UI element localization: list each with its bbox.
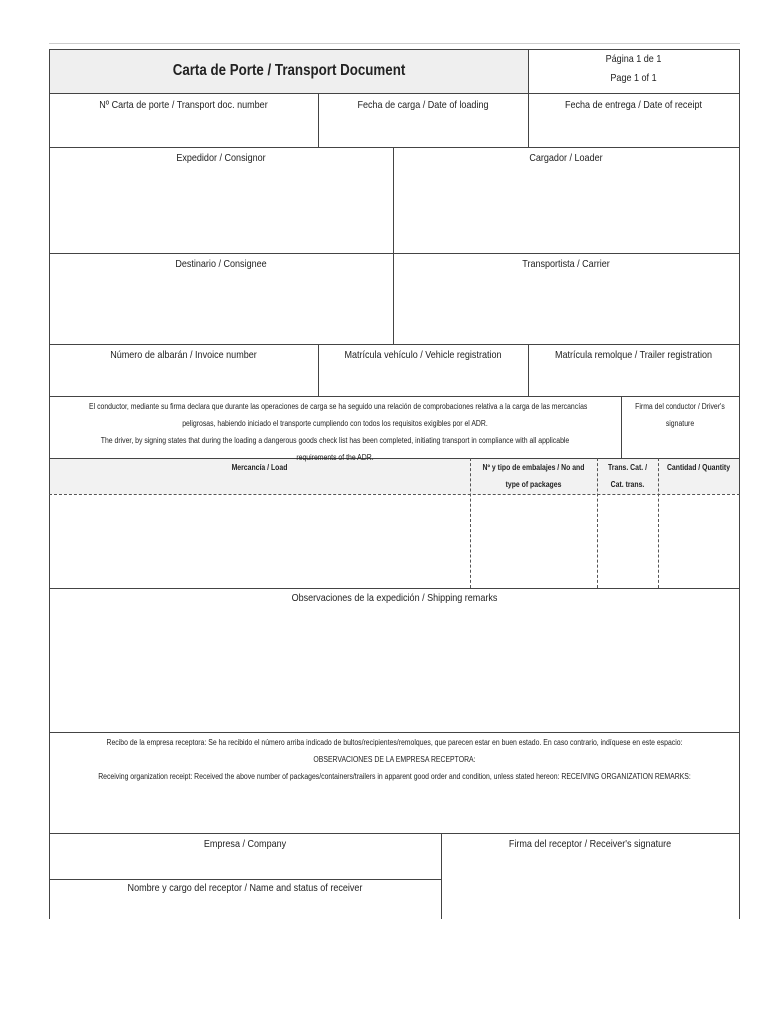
page-number-en: Page 1 of 1 — [610, 72, 657, 84]
div-row1-a — [318, 93, 319, 147]
doc-number-label: Nº Carta de porte / Transport doc. number — [99, 99, 268, 111]
line-after-row1 — [49, 147, 740, 148]
quantity-column-header: Cantidad / Quantity — [666, 463, 731, 472]
div-row23 — [393, 147, 394, 344]
page-number-es: Página 1 de 1 — [605, 53, 662, 65]
date-receipt-label: Fecha de entrega / Date of receipt — [564, 99, 703, 111]
div-goods-b — [597, 458, 598, 588]
line-after-goods-header — [49, 494, 740, 495]
driver-signature-label-2: signature — [665, 419, 695, 428]
div-bottom — [441, 833, 442, 919]
consignor-label: Expedidor / Consignor — [176, 152, 266, 164]
div-goods-c — [658, 458, 659, 588]
packages-column-header-2: type of packages — [505, 480, 562, 489]
div-goods-a — [470, 458, 471, 588]
declaration-en-line1: The driver, by signing states that during the loading a dangerous goods check list has been completed, initiating transport in compliance with all applicable — [100, 436, 570, 445]
driver-signature-label-1: Firma del conductor / Driver's — [635, 402, 725, 411]
receiver-name-label: Nombre y cargo del receptor / Name and status of receiver — [127, 882, 363, 894]
trailer-label: Matrícula remolque / Trailer registration — [554, 349, 713, 361]
line-after-row4 — [49, 396, 740, 397]
shipping-remarks-label: Observaciones de la expedición / Shipping remarks — [291, 592, 498, 604]
line-after-row3 — [49, 344, 740, 345]
line-after-receipt — [49, 833, 740, 834]
declaration-es-line1: El conductor, mediante su firma declara que durante las operaciones de carga se ha seguido una relación de comprobaciones relativa a la carga de las mercancías — [89, 402, 588, 411]
packages-column-header-1: Nº y tipo de embalajes / No and — [482, 463, 585, 472]
loader-label: Cargador / Loader — [529, 152, 603, 164]
trans-cat-column-header-1: Trans. Cat. / — [607, 463, 647, 472]
line-company — [49, 879, 441, 880]
line-after-goods — [49, 588, 740, 589]
date-loading-label: Fecha de carga / Date of loading — [357, 99, 489, 111]
div-row4-b — [528, 344, 529, 396]
declaration-es-line2: peligrosas, habiendo iniciado el transporte cumpliendo con todos los requisitos exigibles por el ADR. — [182, 419, 488, 428]
frame-top — [49, 49, 740, 50]
receipt-es-text: Recibo de la empresa receptora: Se ha recibido el número arriba indicado de bultos/recipientes/remolques, que parecen estar en buen estado. En caso contrario, indíquese en este espacio: — [106, 738, 683, 747]
line-after-row2 — [49, 253, 740, 254]
trans-cat-column-header-2: Cat. trans. — [610, 480, 645, 489]
vehicle-label: Matrícula vehículo / Vehicle registration — [344, 349, 502, 361]
consignee-label: Destinario / Consignee — [175, 258, 267, 270]
receipt-en-text: Receiving organization receipt: Received the above number of packages/containers/trailers in apparent good order and condition, unless stated hereon: RECEIVING ORGANIZATION REMARKS: — [98, 772, 691, 781]
carrier-label: Transportista / Carrier — [522, 258, 610, 270]
receipt-es-remarks: OBSERVACIONES DE LA EMPRESA RECEPTORA: — [313, 755, 476, 764]
line-after-title — [49, 93, 740, 94]
document-title: Carta de Porte / Transport Document — [172, 62, 406, 79]
line-after-remarks — [49, 732, 740, 733]
receiver-signature-label: Firma del receptor / Receiver's signature — [508, 838, 672, 850]
frame-right — [739, 49, 740, 919]
div-title-page — [528, 49, 529, 147]
frame-left — [49, 49, 50, 919]
div-declaration — [621, 396, 622, 458]
invoice-label: Número de albarán / Invoice number — [110, 349, 257, 361]
div-row4-a — [318, 344, 319, 396]
declaration-en-line2: requirements of the ADR. — [296, 453, 374, 462]
declaration-text — [49, 398, 621, 462]
company-label: Empresa / Company — [203, 838, 287, 850]
load-column-header: Mercancía / Load — [231, 463, 288, 472]
top-faint-line — [49, 43, 740, 44]
